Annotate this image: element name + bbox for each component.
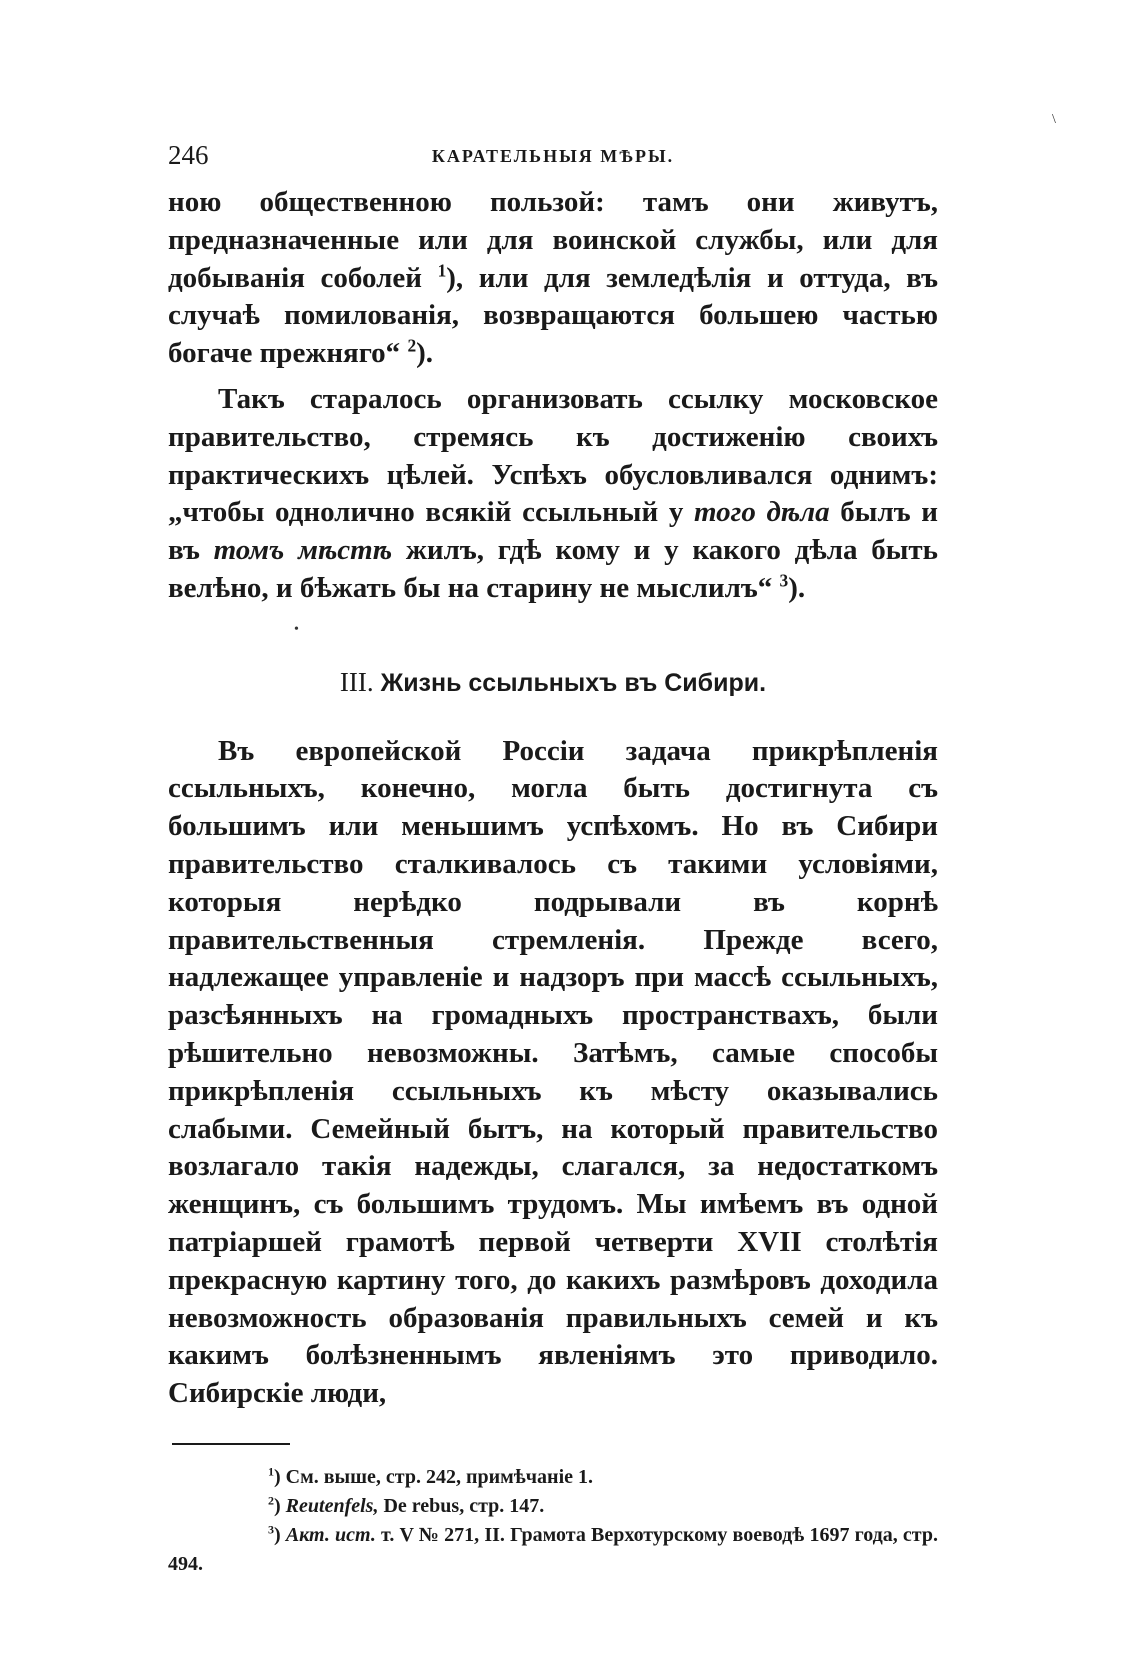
section-number: III. — [339, 666, 374, 697]
text-run: ною общественною пользой: тамъ они живутъ, предназначенные или для воинской службы, или для добыванія соболей — [168, 186, 938, 294]
footnote-ref-3: 3 — [779, 570, 789, 591]
italic-run: того дѣла — [693, 496, 830, 529]
footnote-ref-2: 2 — [407, 335, 417, 356]
section-heading — [168, 664, 938, 703]
text-run: жилъ, гдѣ кому и у какого дѣла быть велѣно, и бѣжать бы на старину не мыслилъ“ — [168, 534, 938, 604]
footnote-3 — [168, 1521, 938, 1579]
italic-run: томъ мѣстѣ — [213, 534, 393, 567]
footnote-text: ) — [274, 1523, 286, 1546]
footnote-text: De rebus, стр. 147. — [378, 1494, 545, 1517]
paragraph-continued — [168, 184, 938, 373]
footnote-divider — [172, 1443, 290, 1445]
footnote-number: 1 — [268, 1464, 274, 1479]
text-run: ). — [416, 337, 434, 370]
footnote-text: т. V № 271, II. Грамота Верхотурскому воеводѣ 1697 года, стр. 494. — [168, 1523, 938, 1575]
running-title: КАРАТЕЛЬНЫЯ МѢРЫ. — [431, 146, 675, 166]
text-run: Такъ старалось организовать ссылку московское правительство, стремясь къ достиженію своихъ практическихъ цѣлей. Успѣхъ обусловливался однимъ: „чтобы однолично всякій ссыльный у — [168, 382, 938, 529]
footnote-ref-1: 1 — [437, 259, 447, 280]
scan-mark: • — [294, 622, 299, 637]
paragraph: Въ европейской Россіи задача прикрѣпленія ссыльныхъ, конечно, могла быть достигнута съ большимъ или меньшимъ успѣхомъ. Но въ Сибири правительство сталкивалось съ такими условіями, которыя нерѣдко подрывали въ корнѣ правительственныя стремленія. Прежде всего, надлежащее управленіе и надзоръ при массѣ ссыльныхъ, разсѣянныхъ на громадныхъ пространствахъ, были рѣшительно невозможны. Затѣмъ, самые способы прикрѣпленія ссыльныхъ къ мѣсту оказывались слабыми. Семейный бытъ, на который правительство возлагало такія надежды, слагался, за недостаткомъ женщинъ, съ большимъ трудомъ. Мы имѣемъ въ одной патріаршей грамотѣ первой четверти XVII столѣтія прекрасную картину того, до какихъ размѣровъ доходила невозможность образованія правильныхъ семей и къ какимъ болѣзненнымъ явленіямъ это приводило. Сибирскіе люди, — [168, 734, 938, 1410]
book-page — [168, 140, 938, 1579]
page-header — [168, 140, 938, 184]
text-run: ). — [788, 571, 806, 604]
page-number: 246 — [168, 140, 209, 170]
footnote-text: ) См. выше, стр. 242, примѣчаніе 1. — [274, 1465, 594, 1488]
paragraph — [168, 381, 938, 608]
footnote-number: 2 — [268, 1493, 274, 1508]
footnote-text: ) — [274, 1494, 286, 1517]
footnote-number: 3 — [268, 1522, 274, 1537]
scan-mark: \ — [1052, 112, 1056, 127]
footnote-2 — [168, 1492, 938, 1521]
footnotes — [168, 1463, 938, 1579]
text-run: ), или для земледѣлія и оттуда, въ случаѣ помилованія, возвращаются большею частью богаче прежняго“ — [168, 261, 938, 370]
footnote-italic: Reutenfels, — [285, 1494, 379, 1517]
footnote-1 — [168, 1463, 938, 1492]
main-text — [168, 184, 938, 1413]
section-title: Жизнь ссыльныхъ въ Сибири. — [380, 668, 767, 697]
text-run: былъ и въ — [168, 496, 938, 567]
footnote-italic: Акт. ист. — [285, 1523, 376, 1546]
